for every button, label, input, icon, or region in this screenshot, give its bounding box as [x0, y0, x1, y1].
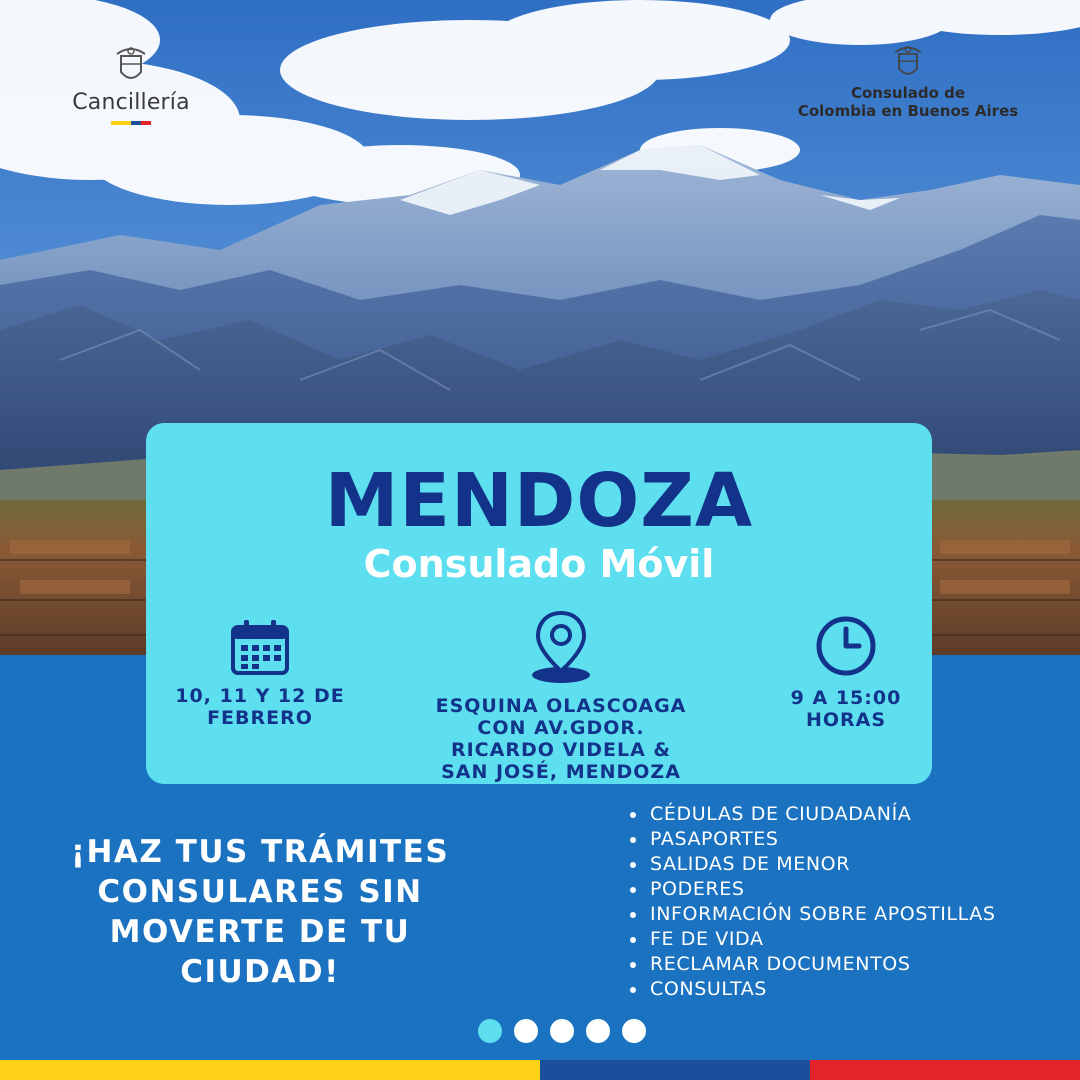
- cancilleria-name: Cancillería: [72, 90, 190, 115]
- time-info: [766, 615, 926, 731]
- event-card: [146, 423, 932, 784]
- services-list: [628, 802, 1068, 1002]
- flag-blue: [540, 1060, 810, 1080]
- date-line1: 10, 11 Y 12 DE: [175, 685, 345, 707]
- cancilleria-logo: [56, 44, 206, 144]
- time-line2: HORAS: [805, 709, 887, 731]
- service-item: PODERES: [628, 877, 1068, 902]
- location-info: [402, 609, 720, 783]
- date-text: [168, 685, 352, 729]
- consulado-name-line1: Consulado de: [850, 84, 966, 102]
- slogan-line4: CIUDAD!: [180, 954, 340, 990]
- service-item: CONSULTAS: [628, 977, 1068, 1002]
- service-item: SALIDAS DE MENOR: [628, 852, 1068, 877]
- slogan-line3: MOVERTE DE TU: [109, 914, 411, 950]
- location-line3: RICARDO VIDELA &: [450, 739, 672, 761]
- time-text: [766, 687, 926, 731]
- location-line2: CON AV.GDOR.: [477, 717, 645, 739]
- date-info: [168, 619, 352, 729]
- flag-underline: [111, 121, 151, 125]
- location-text: [402, 695, 720, 783]
- carousel-dot-4[interactable]: [586, 1019, 610, 1043]
- calendar-icon: [230, 619, 290, 675]
- consulado-logo: [790, 42, 1026, 132]
- flag-red: [810, 1060, 1080, 1080]
- date-line2: FEBRERO: [207, 707, 313, 729]
- carousel-dot-2[interactable]: [514, 1019, 538, 1043]
- carousel-dot-1[interactable]: [478, 1019, 502, 1043]
- carousel-dot-3[interactable]: [550, 1019, 574, 1043]
- flag-stripe: [0, 1060, 1080, 1080]
- coat-of-arms-icon: [890, 42, 926, 84]
- service-item: INFORMACIÓN SOBRE APOSTILLAS: [628, 902, 1068, 927]
- time-line1: 9 A 15:00: [790, 687, 902, 709]
- flag-yellow: [0, 1060, 540, 1080]
- service-item: FE DE VIDA: [628, 927, 1068, 952]
- location-line4: SAN JOSÉ, MENDOZA: [441, 761, 681, 783]
- carousel-pagination: [478, 1019, 646, 1043]
- coat-of-arms-icon: [111, 44, 151, 88]
- service-item: RECLAMAR DOCUMENTOS: [628, 952, 1068, 977]
- city-title: MENDOZA: [324, 458, 754, 544]
- slogan-line2: CONSULARES SIN: [97, 874, 423, 910]
- service-item: PASAPORTES: [628, 827, 1068, 852]
- slogan-line1: ¡HAZ TUS TRÁMITES: [70, 834, 450, 870]
- service-item: CÉDULAS DE CIUDADANÍA: [628, 802, 1068, 827]
- location-line1: ESQUINA OLASCOAGA: [435, 695, 687, 717]
- carousel-dot-5[interactable]: [622, 1019, 646, 1043]
- slogan: [50, 832, 470, 992]
- event-subtitle: Consulado Móvil: [363, 542, 715, 586]
- consulado-name-line2: Colombia en Buenos Aires: [797, 102, 1019, 120]
- clock-icon: [815, 615, 877, 677]
- location-pin-icon: [530, 609, 592, 685]
